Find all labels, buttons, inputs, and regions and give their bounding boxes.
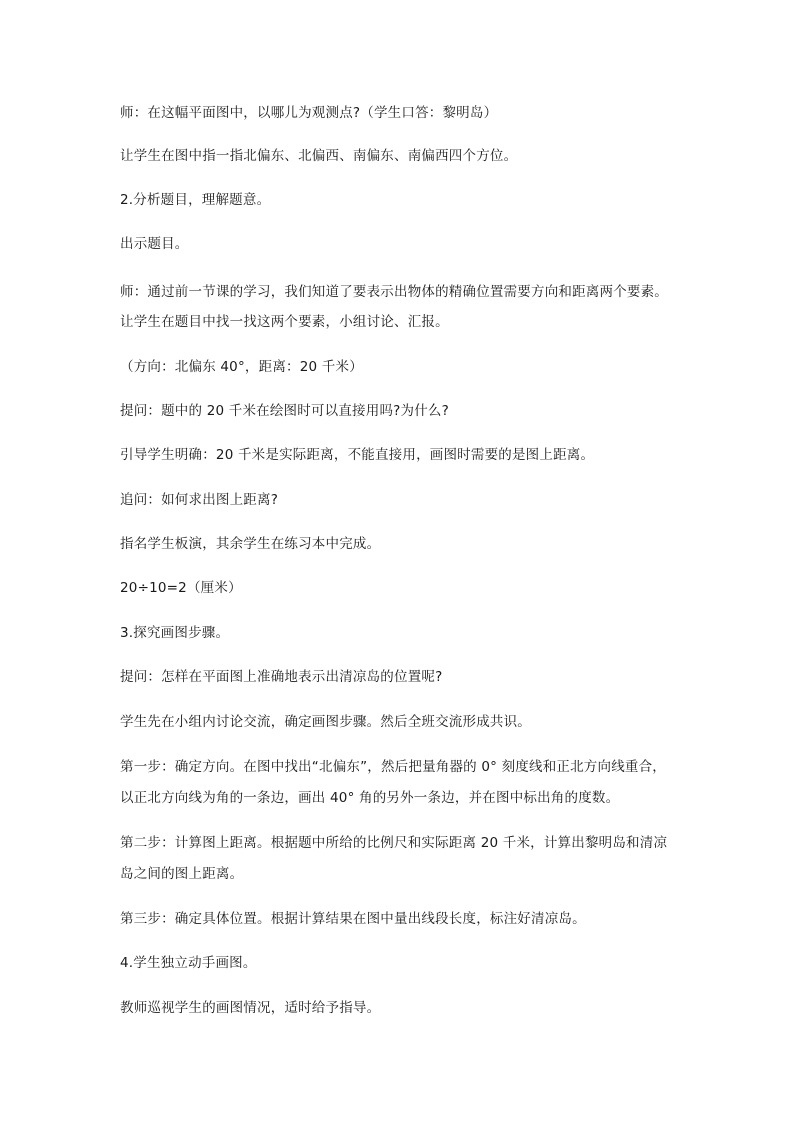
paragraph-observation-point: 师：在这幅平面图中，以哪儿为观测点?（学生口答：黎明岛）: [120, 105, 498, 121]
paragraph-question-position: 提问：怎样在平面图上准确地表示出清凉岛的位置呢?: [120, 669, 443, 685]
section-heading-analyze: 2.分析题目，理解题意。: [120, 192, 271, 208]
section-heading-independent-drawing: 4.学生独立动手画图。: [120, 955, 257, 971]
paragraph-board-demo: 指名学生板演，其余学生在练习本中完成。: [120, 536, 381, 552]
paragraph-guide-clarify: 引导学生明确：20 千米是实际距离，不能直接用，画图时需要的是图上距离。: [120, 447, 595, 463]
paragraph-direction-distance: （方向：北偏东 40°，距离：20 千米）: [120, 359, 363, 375]
paragraph-step1-line2: 以正北方向线为角的一条边，画出 40° 角的另外一条边，并在图中标出角的度数。: [120, 790, 620, 806]
paragraph-group-discussion: 学生先在小组内讨论交流，确定画图步骤。然后全班交流形成共识。: [120, 714, 531, 730]
paragraph-calculation: 20÷10=2（厘米）: [120, 580, 242, 596]
paragraph-teacher-guidance: 教师巡视学生的画图情况，适时给予指导。: [120, 1000, 381, 1016]
paragraph-step1-line1: 第一步：确定方向。在图中找出“北偏东”，然后把量角器的 0° 刻度线和正北方向线重合，: [120, 759, 667, 775]
section-heading-explore-steps: 3.探究画图步骤。: [120, 625, 230, 641]
paragraph-two-elements-line1: 师：通过前一节课的学习，我们知道了要表示出物体的精确位置需要方向和距离两个要素。: [120, 284, 668, 300]
paragraph-follow-up: 追问：如何求出图上距离?: [120, 492, 279, 508]
paragraph-step2-line1: 第二步：计算图上距离。根据题中所给的比例尺和实际距离 20 千米，计算出黎明岛和清凉: [120, 835, 668, 851]
paragraph-step3: 第三步：确定具体位置。根据计算结果在图中量出线段长度，标注好清凉岛。: [120, 911, 586, 927]
paragraph-two-elements-line2: 让学生在题目中找一找这两个要素，小组讨论、汇报。: [120, 314, 449, 330]
paragraph-question-20km: 提问：题中的 20 千米在绘图时可以直接用吗?为什么?: [120, 403, 449, 419]
paragraph-point-directions: 让学生在图中指一指北偏东、北偏西、南偏东、南偏西四个方位。: [120, 148, 518, 164]
paragraph-step2-line2: 岛之间的图上距离。: [120, 866, 244, 882]
paragraph-show-problem: 出示题目。: [120, 236, 189, 252]
